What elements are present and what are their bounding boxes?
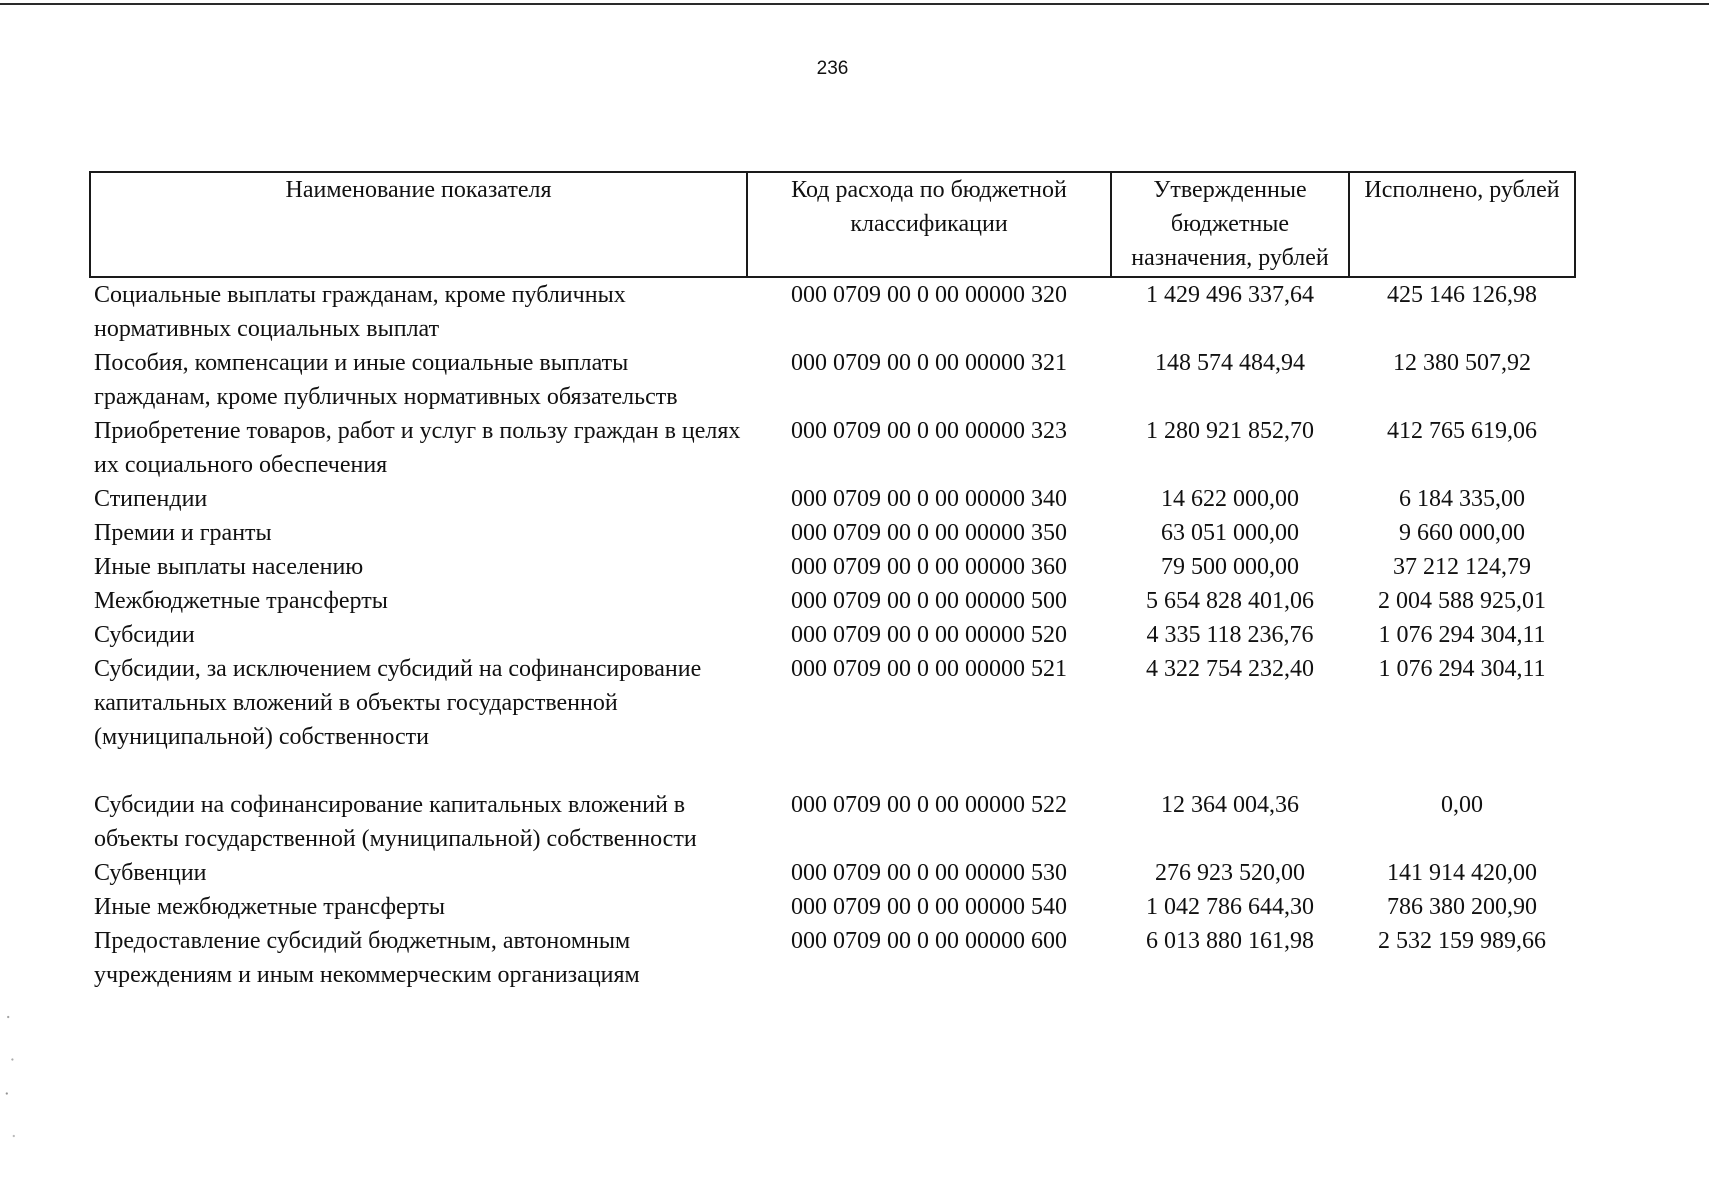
row-approved-amount: 4 335 118 236,76 — [1146, 622, 1314, 648]
table-row — [90, 618, 1575, 652]
row-executed-amount: 9 660 000,00 — [1399, 520, 1525, 546]
table-header-row — [90, 172, 1575, 277]
row-indicator-name: Приобретение товаров, работ и услуг в пользу граждан в целях их социального обеспечения — [94, 418, 741, 478]
table-row — [90, 550, 1575, 584]
row-indicator-name: Межбюджетные трансферты — [94, 588, 388, 614]
row-executed-amount: 141 914 420,00 — [1387, 860, 1537, 886]
row-indicator-name: Субсидии на софинансирование капитальных вложений в объекты государственной (муниципальной) собственности — [94, 792, 697, 852]
budget-execution-table — [89, 171, 1576, 992]
row-executed-amount: 6 184 335,00 — [1399, 486, 1525, 512]
row-expense-code: 000 0709 00 0 00 00000 521 — [791, 656, 1067, 682]
row-expense-code: 000 0709 00 0 00 00000 350 — [791, 520, 1067, 546]
table-row — [90, 584, 1575, 618]
row-approved-amount: 79 500 000,00 — [1161, 554, 1299, 580]
table-row — [90, 277, 1575, 346]
page-number: 236 — [816, 58, 849, 79]
table-row — [90, 924, 1575, 992]
header-indicator-name: Наименование показателя — [90, 172, 747, 277]
row-expense-code: 000 0709 00 0 00 00000 530 — [791, 860, 1067, 886]
table-row — [90, 856, 1575, 890]
header-expense-code: Код расхода по бюджетной классификации — [747, 172, 1111, 277]
row-indicator-name: Субсидии — [94, 622, 195, 648]
row-executed-amount: 2 532 159 989,66 — [1378, 928, 1546, 954]
row-executed-amount: 786 380 200,90 — [1387, 894, 1537, 920]
header-approved-budget: Утвержденные бюджетные назначения, рублей — [1111, 172, 1349, 277]
row-approved-amount: 12 364 004,36 — [1161, 792, 1299, 818]
row-expense-code: 000 0709 00 0 00 00000 520 — [791, 622, 1067, 648]
row-expense-code: 000 0709 00 0 00 00000 500 — [791, 588, 1067, 614]
row-expense-code: 000 0709 00 0 00 00000 320 — [791, 282, 1067, 308]
table-row — [90, 482, 1575, 516]
row-indicator-name: Субсидии, за исключением субсидий на софинансирование капитальных вложений в объекты государственной (муниципальной) собственности — [94, 656, 702, 750]
row-executed-amount: 412 765 619,06 — [1387, 418, 1537, 444]
row-expense-code: 000 0709 00 0 00 00000 360 — [791, 554, 1067, 580]
row-executed-amount: 1 076 294 304,11 — [1378, 656, 1546, 682]
table-row — [90, 346, 1575, 414]
row-approved-amount: 1 280 921 852,70 — [1146, 418, 1314, 444]
row-expense-code: 000 0709 00 0 00 00000 321 — [791, 350, 1067, 376]
row-indicator-name: Стипендии — [94, 486, 208, 512]
table-row — [90, 890, 1575, 924]
row-indicator-name: Социальные выплаты гражданам, кроме публичных нормативных социальных выплат — [94, 282, 626, 342]
row-expense-code: 000 0709 00 0 00 00000 600 — [791, 928, 1067, 954]
table-row — [90, 788, 1575, 856]
row-indicator-name: Субвенции — [94, 860, 207, 886]
row-approved-amount: 5 654 828 401,06 — [1146, 588, 1314, 614]
row-approved-amount: 148 574 484,94 — [1155, 350, 1305, 376]
row-approved-amount: 6 013 880 161,98 — [1146, 928, 1314, 954]
row-indicator-name: Иные межбюджетные трансферты — [94, 894, 445, 920]
scan-artifact — [4, 1000, 18, 1170]
row-indicator-name: Иные выплаты населению — [94, 554, 364, 580]
table-row — [90, 414, 1575, 482]
row-approved-amount: 14 622 000,00 — [1161, 486, 1299, 512]
row-approved-amount: 1 042 786 644,30 — [1146, 894, 1314, 920]
row-executed-amount: 1 076 294 304,11 — [1378, 622, 1546, 648]
row-expense-code: 000 0709 00 0 00 00000 340 — [791, 486, 1067, 512]
row-expense-code: 000 0709 00 0 00 00000 522 — [791, 792, 1067, 818]
header-executed: Исполнено, рублей — [1349, 172, 1575, 277]
row-executed-amount: 2 004 588 925,01 — [1378, 588, 1546, 614]
row-approved-amount: 276 923 520,00 — [1155, 860, 1305, 886]
table-row — [90, 516, 1575, 550]
table-row — [90, 652, 1575, 788]
top-border-line — [0, 3, 1709, 5]
row-approved-amount: 1 429 496 337,64 — [1146, 282, 1314, 308]
row-indicator-name: Премии и гранты — [94, 520, 272, 546]
row-executed-amount: 12 380 507,92 — [1393, 350, 1531, 376]
row-approved-amount: 4 322 754 232,40 — [1146, 656, 1314, 682]
row-expense-code: 000 0709 00 0 00 00000 323 — [791, 418, 1067, 444]
row-executed-amount: 425 146 126,98 — [1387, 282, 1537, 308]
row-indicator-name: Пособия, компенсации и иные социальные выплаты гражданам, кроме публичных нормативных обязательств — [94, 350, 678, 410]
row-approved-amount: 63 051 000,00 — [1161, 520, 1299, 546]
row-executed-amount: 0,00 — [1441, 792, 1483, 818]
row-executed-amount: 37 212 124,79 — [1393, 554, 1531, 580]
row-indicator-name: Предоставление субсидий бюджетным, автономным учреждениям и иным некоммерческим организациям — [94, 928, 640, 988]
row-expense-code: 000 0709 00 0 00 00000 540 — [791, 894, 1067, 920]
